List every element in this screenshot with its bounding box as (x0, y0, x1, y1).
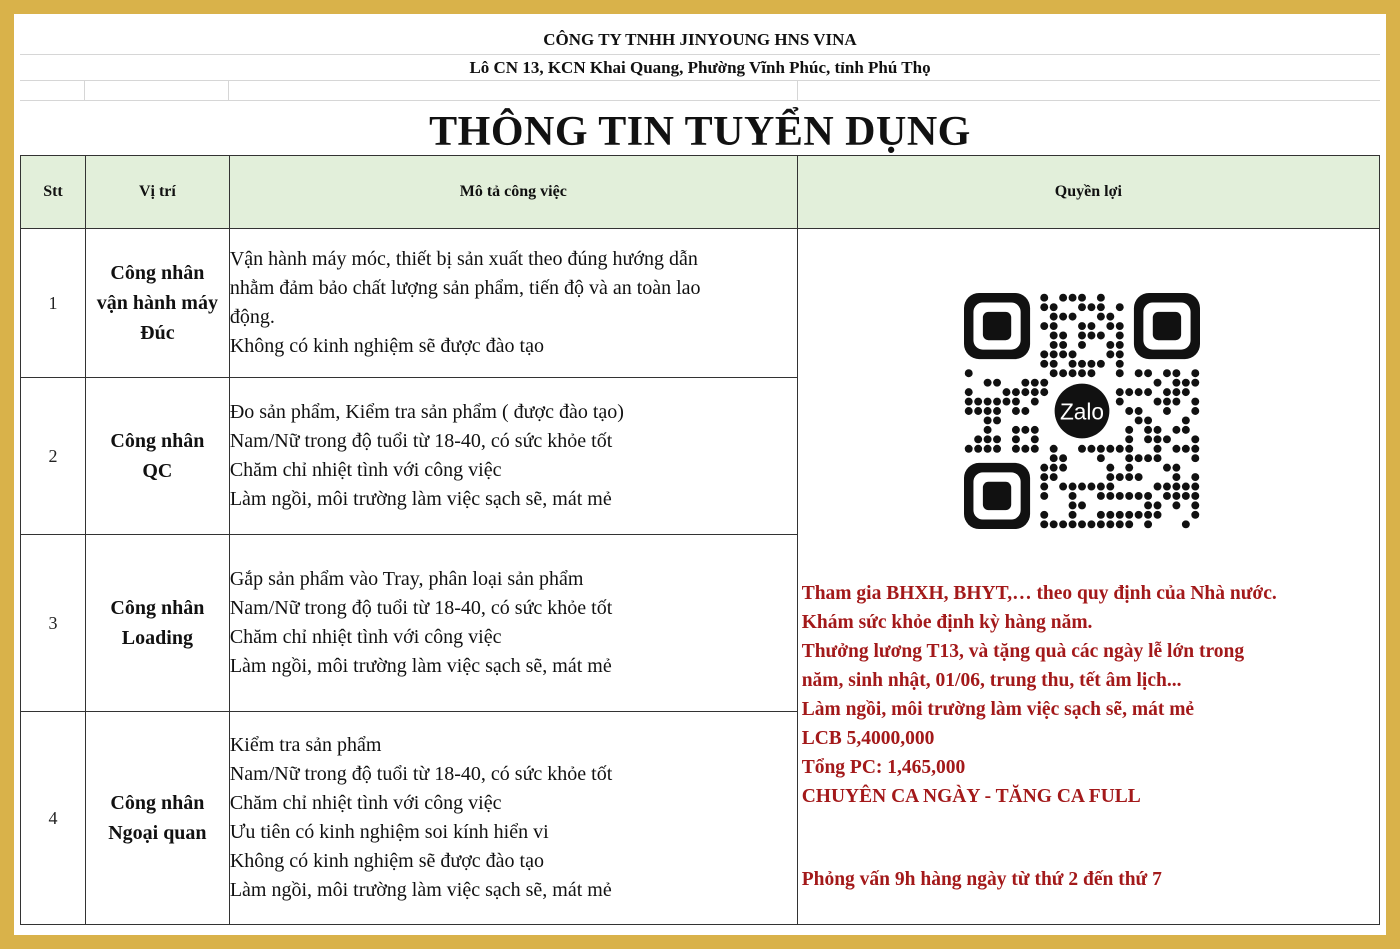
qr-module (1078, 322, 1086, 330)
qr-module (1172, 426, 1180, 434)
qr-module (1078, 341, 1086, 349)
qr-module (983, 445, 991, 453)
qr-module (1134, 454, 1142, 462)
qr-module (1172, 369, 1180, 377)
qr-module (1134, 388, 1142, 396)
qr-module (1012, 435, 1020, 443)
zalo-qr-code (964, 293, 1200, 529)
row-stt: 2 (21, 378, 86, 535)
description-line: Đo sản phẩm, Kiểm tra sản phẩm ( được đào tạo) (229, 401, 624, 423)
qr-module (1087, 369, 1095, 377)
qr-module (1012, 388, 1020, 396)
qr-module (1021, 426, 1029, 434)
qr-module (1144, 501, 1152, 509)
qr-module (1144, 492, 1152, 500)
qr-module (1097, 520, 1105, 528)
qr-module (964, 445, 972, 453)
description-line: Làm ngồi, môi trường làm việc sạch sẽ, mát mẻ (229, 655, 612, 677)
qr-module (1144, 426, 1152, 434)
qr-module (1134, 492, 1142, 500)
qr-module (1106, 322, 1114, 330)
qr-module (1040, 322, 1048, 330)
position-line: vận hành máy (96, 292, 218, 314)
qr-module (1125, 473, 1133, 481)
qr-module (1172, 388, 1180, 396)
qr-module (1115, 341, 1123, 349)
qr-module (1153, 454, 1161, 462)
qr-module (964, 398, 972, 406)
qr-module (1163, 464, 1171, 472)
description-line: Nam/Nữ trong độ tuổi từ 18-40, có sức khỏe tốt (229, 763, 613, 785)
qr-module (1097, 313, 1105, 321)
qr-module (1172, 464, 1180, 472)
qr-module (1049, 454, 1057, 462)
qr-module (1106, 483, 1114, 491)
qr-module (1191, 501, 1199, 509)
qr-module (1040, 511, 1048, 519)
qr-module (1059, 464, 1067, 472)
qr-module (1106, 313, 1114, 321)
qr-module (1040, 379, 1048, 387)
qr-module (1068, 369, 1076, 377)
qr-module (1040, 350, 1048, 358)
qr-module (1078, 501, 1086, 509)
qr-module (974, 435, 982, 443)
position-line: QC (142, 460, 173, 482)
qr-module (1097, 483, 1105, 491)
qr-module (1078, 445, 1086, 453)
qr-module (1191, 483, 1199, 491)
company-address: Lô CN 13, KCN Khai Quang, Phường Vĩnh Phúc, tỉnh Phú Thọ (469, 58, 931, 77)
qr-module (1040, 483, 1048, 491)
qr-module (1078, 303, 1086, 311)
benefit-line: Làm ngồi, môi trường làm việc sạch sẽ, mát mẻ (801, 699, 1195, 720)
qr-module (983, 416, 991, 424)
qr-module (1097, 294, 1105, 302)
qr-module (1040, 473, 1048, 481)
qr-module (1125, 520, 1133, 528)
qr-module (1134, 416, 1142, 424)
position-line: Ngoại quan (108, 822, 207, 844)
qr-module (1049, 341, 1057, 349)
qr-module (1106, 511, 1114, 519)
qr-module (1191, 369, 1199, 377)
qr-module (1012, 398, 1020, 406)
qr-module (1097, 332, 1105, 340)
qr-module (1153, 511, 1161, 519)
qr-module (1078, 520, 1086, 528)
row-position (85, 229, 229, 378)
qr-module (1087, 332, 1095, 340)
qr-module (1049, 322, 1057, 330)
qr-module (1012, 407, 1020, 415)
qr-module (1059, 313, 1067, 321)
qr-module (1115, 350, 1123, 358)
qr-module (1115, 398, 1123, 406)
benefit-line: Tổng PC: 1,465,000 (801, 757, 966, 778)
qr-module (1049, 313, 1057, 321)
qr-module (1191, 473, 1199, 481)
qr-module (1012, 426, 1020, 434)
qr-module (1144, 454, 1152, 462)
qr-module (1153, 426, 1161, 434)
qr-module (1106, 492, 1114, 500)
benefits-list (802, 579, 1277, 811)
qr-module (1115, 492, 1123, 500)
description-line: Chăm chỉ nhiệt tình với công việc (229, 792, 502, 814)
qr-module (1172, 445, 1180, 453)
qr-module (1059, 350, 1067, 358)
qr-module (1125, 426, 1133, 434)
qr-module (1125, 464, 1133, 472)
qr-module (1153, 445, 1161, 453)
description-line: Nam/Nữ trong độ tuổi từ 18-40, có sức khỏe tốt (229, 597, 613, 619)
row-position (85, 712, 229, 925)
qr-module (1115, 511, 1123, 519)
table-row (21, 229, 1380, 378)
qr-module (1059, 369, 1067, 377)
qr-module (1115, 322, 1123, 330)
qr-module (1163, 398, 1171, 406)
qr-module (1163, 483, 1171, 491)
qr-module (1068, 294, 1076, 302)
description-line: Ưu tiên có kinh nghiệm soi kính hiển vi (229, 821, 549, 843)
qr-module (1068, 360, 1076, 368)
qr-module (1097, 303, 1105, 311)
qr-module (1087, 445, 1095, 453)
position-line: Đúc (140, 322, 175, 344)
qr-module (1163, 407, 1171, 415)
qr-module (1059, 454, 1067, 462)
qr-module (1068, 483, 1076, 491)
qr-module (1068, 313, 1076, 321)
qr-module (1087, 322, 1095, 330)
qr-module (1002, 388, 1010, 396)
qr-module (1182, 492, 1190, 500)
qr-module (993, 416, 1001, 424)
qr-module (983, 398, 991, 406)
row-description (229, 535, 797, 712)
qr-module (1106, 464, 1114, 472)
row-stt: 1 (21, 229, 86, 378)
qr-module (1031, 388, 1039, 396)
qr-module (1172, 492, 1180, 500)
qr-module (1059, 294, 1067, 302)
row-stt: 4 (21, 712, 86, 925)
qr-module (1115, 332, 1123, 340)
qr-module (1049, 360, 1057, 368)
qr-module (993, 407, 1001, 415)
table-header-row (21, 156, 1380, 229)
qr-module (974, 445, 982, 453)
qr-module (1049, 445, 1057, 453)
qr-module (1182, 483, 1190, 491)
qr-module (1153, 398, 1161, 406)
qr-module (1125, 454, 1133, 462)
qr-module (1115, 369, 1123, 377)
description-line: Không có kinh nghiệm sẽ được đào tạo (229, 850, 544, 872)
qr-module (1068, 492, 1076, 500)
qr-module (964, 369, 972, 377)
qr-module (993, 435, 1001, 443)
benefit-line: Khám sức khỏe định kỳ hàng năm. (801, 612, 1093, 633)
qr-module (1134, 473, 1142, 481)
qr-module (1049, 303, 1057, 311)
qr-module (1144, 520, 1152, 528)
qr-module (1068, 511, 1076, 519)
qr-module (1031, 398, 1039, 406)
qr-module (1172, 501, 1180, 509)
qr-module (1031, 435, 1039, 443)
interview-schedule: Phỏng vấn 9h hàng ngày từ thứ 2 đến thứ 7 (801, 869, 1162, 890)
qr-module (1059, 483, 1067, 491)
qr-module (1191, 407, 1199, 415)
description-line: Làm ngồi, môi trường làm việc sạch sẽ, mát mẻ (229, 879, 612, 901)
qr-module (983, 435, 991, 443)
benefit-line: Thưởng lương T13, và tặng quà các ngày lễ lớn trong (801, 641, 1245, 662)
benefit-line: CHUYÊN CA NGÀY - TĂNG CA FULL (801, 786, 1141, 807)
description-line: Nam/Nữ trong độ tuổi từ 18-40, có sức khỏe tốt (229, 430, 613, 452)
qr-module (1097, 454, 1105, 462)
qr-module (1191, 435, 1199, 443)
qr-module (1191, 445, 1199, 453)
qr-module (1106, 473, 1114, 481)
description-line: Vận hành máy móc, thiết bị sản xuất theo đúng hướng dẫn (229, 248, 698, 270)
qr-module (1191, 379, 1199, 387)
position-line: Công nhân (110, 430, 205, 452)
qr-module (1040, 294, 1048, 302)
description-line: Kiểm tra sản phẩm (229, 734, 382, 756)
qr-module (974, 398, 982, 406)
qr-module (1097, 492, 1105, 500)
qr-module (1106, 445, 1114, 453)
qr-module (1031, 379, 1039, 387)
qr-module (1163, 388, 1171, 396)
qr-module (1115, 445, 1123, 453)
qr-module (1078, 483, 1086, 491)
qr-module (1106, 341, 1114, 349)
qr-module (1078, 369, 1086, 377)
header-position: Vị trí (85, 156, 229, 229)
description-line: Chăm chỉ nhiệt tình với công việc (229, 459, 502, 481)
qr-module (964, 388, 972, 396)
qr-module (1163, 492, 1171, 500)
qr-module (1078, 360, 1086, 368)
qr-module (1125, 445, 1133, 453)
description-line: nhằm đảm bảo chất lượng sản phẩm, tiến độ và an toàn lao (229, 277, 701, 299)
qr-module (1172, 483, 1180, 491)
qr-module (1002, 398, 1010, 406)
benefit-line: Tham gia BHXH, BHYT,… theo quy định của Nhà nước. (801, 583, 1277, 604)
row-position (85, 535, 229, 712)
description-line: Không có kinh nghiệm sẽ được đào tạo (229, 335, 544, 357)
qr-module (1191, 492, 1199, 500)
qr-module (1115, 520, 1123, 528)
row-stt: 3 (21, 535, 86, 712)
qr-module (1059, 341, 1067, 349)
benefits-cell (797, 229, 1379, 925)
qr-module (1012, 445, 1020, 453)
row-description (229, 378, 797, 535)
qr-module (1134, 407, 1142, 415)
qr-module (993, 445, 1001, 453)
qr-module (1087, 483, 1095, 491)
description-line: động. (229, 306, 275, 328)
qr-module (1049, 350, 1057, 358)
qr-module (1097, 445, 1105, 453)
qr-module (1182, 426, 1190, 434)
qr-module (1182, 388, 1190, 396)
qr-module (1087, 303, 1095, 311)
qr-module (1163, 435, 1171, 443)
company-name: CÔNG TY TNHH JINYOUNG HNS VINA (543, 30, 857, 49)
description-line: Làm ngồi, môi trường làm việc sạch sẽ, mát mẻ (229, 488, 612, 510)
row-position (85, 378, 229, 535)
qr-module (1125, 492, 1133, 500)
qr-module (983, 379, 991, 387)
qr-module (1021, 407, 1029, 415)
position-line: Công nhân (110, 792, 205, 814)
qr-module (1191, 454, 1199, 462)
qr-module (1040, 520, 1048, 528)
qr-module (1144, 416, 1152, 424)
row-description (229, 712, 797, 925)
qr-module (1163, 369, 1171, 377)
qr-module (1021, 388, 1029, 396)
qr-module (1106, 350, 1114, 358)
qr-module (964, 407, 972, 415)
qr-module (1153, 501, 1161, 509)
qr-module (1059, 332, 1067, 340)
qr-module (1144, 388, 1152, 396)
qr-module (1031, 426, 1039, 434)
qr-module (1040, 464, 1048, 472)
qr-module (1068, 520, 1076, 528)
qr-module (1115, 388, 1123, 396)
page-title: THÔNG TIN TUYỂN DỤNG (429, 109, 971, 155)
qr-module (1049, 332, 1057, 340)
qr-module (1049, 520, 1057, 528)
qr-module (1021, 445, 1029, 453)
qr-module (1144, 511, 1152, 519)
qr-module (974, 407, 982, 415)
qr-module (1040, 388, 1048, 396)
qr-module (1172, 398, 1180, 406)
header-description: Mô tả công việc (229, 156, 797, 229)
qr-module (1078, 332, 1086, 340)
qr-module (1182, 445, 1190, 453)
qr-module (1144, 369, 1152, 377)
qr-module (1134, 511, 1142, 519)
qr-module (983, 407, 991, 415)
qr-module (1144, 435, 1152, 443)
qr-module (1087, 360, 1095, 368)
description-line: Gắp sản phẩm vào Tray, phân loại sản phẩm (229, 568, 584, 590)
qr-module (1153, 435, 1161, 443)
qr-module (1153, 483, 1161, 491)
benefit-line: năm, sinh nhật, 01/06, trung thu, tết âm lịch... (801, 670, 1182, 691)
qr-module (1125, 435, 1133, 443)
qr-module (1182, 379, 1190, 387)
qr-module (1115, 473, 1123, 481)
qr-module (1049, 473, 1057, 481)
qr-module (1040, 360, 1048, 368)
qr-module (1059, 520, 1067, 528)
qr-module (993, 379, 1001, 387)
benefit-line: LCB 5,4000,000 (801, 728, 935, 749)
position-line: Công nhân (110, 597, 205, 619)
qr-module (983, 426, 991, 434)
row-description (229, 229, 797, 378)
qr-module (1125, 511, 1133, 519)
qr-module (1097, 511, 1105, 519)
qr-module (1125, 407, 1133, 415)
qr-module (1040, 492, 1048, 500)
qr-module (1115, 303, 1123, 311)
qr-module (1134, 369, 1142, 377)
qr-module (1115, 360, 1123, 368)
qr-zalo-label: Zalo (1059, 398, 1104, 425)
qr-module (993, 398, 1001, 406)
jobs-table (20, 155, 1380, 925)
qr-module (1078, 294, 1086, 302)
qr-module (1191, 398, 1199, 406)
position-line: Công nhân (110, 262, 205, 284)
qr-module (1031, 445, 1039, 453)
qr-module (1068, 350, 1076, 358)
header-stt: Stt (21, 156, 86, 229)
qr-module (1068, 501, 1076, 509)
qr-module (1191, 511, 1199, 519)
description-line: Chăm chỉ nhiệt tình với công việc (229, 626, 502, 648)
qr-module (1021, 379, 1029, 387)
qr-module (1125, 388, 1133, 396)
qr-module (1172, 473, 1180, 481)
header-benefits: Quyền lợi (797, 156, 1379, 229)
qr-module (1182, 416, 1190, 424)
qr-module (1049, 369, 1057, 377)
qr-module (1182, 520, 1190, 528)
qr-module (1172, 379, 1180, 387)
position-line: Loading (121, 627, 193, 649)
qr-module (1097, 360, 1105, 368)
qr-module (1087, 520, 1095, 528)
recruitment-sheet (20, 20, 1380, 929)
qr-module (1106, 520, 1114, 528)
qr-module (1153, 379, 1161, 387)
qr-module (1049, 464, 1057, 472)
qr-module (1040, 303, 1048, 311)
